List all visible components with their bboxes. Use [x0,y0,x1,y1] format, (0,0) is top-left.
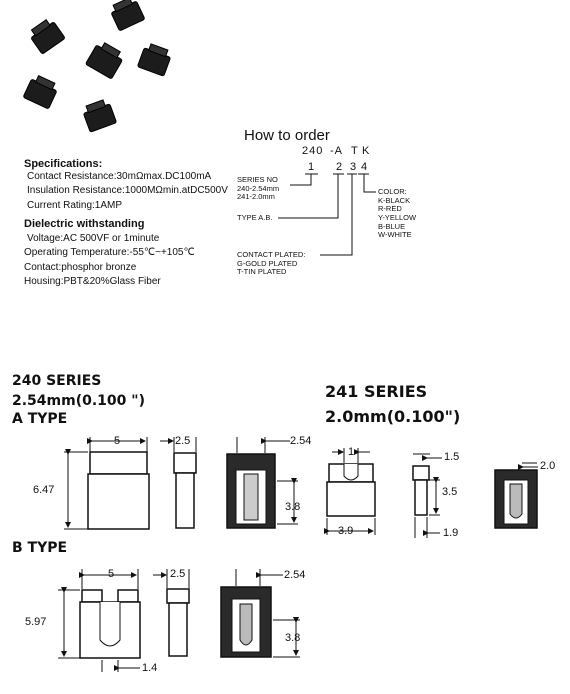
dim-label: 1 [348,446,355,458]
series241-pitch: 2.0mm(0.100") [325,407,461,426]
legend-line: R-RED [378,204,402,214]
dim-label: 1.9 [443,527,459,539]
series240-title: 240 SERIES [12,373,102,389]
dim-label: 2.5 [175,435,191,447]
dim-label: 3.9 [338,525,354,537]
dim-label: 3.8 [285,632,301,644]
spec-line: Current Rating:1AMP [27,200,123,211]
a-type-front-view [64,437,149,529]
order-title: How to order [244,127,330,144]
a-type-side-view [160,437,196,528]
legend-line: 241-2.0mm [237,192,275,202]
spec-line: Insulation Resistance:1000MΩmin.atDC500V [27,185,228,196]
dim-label: 2.5 [170,568,186,580]
dim-label: 1.4 [142,662,158,674]
legend-line: K-BLACK [378,195,411,205]
order-code-type: -A [330,145,343,157]
legend-line: CONTACT PLATED: [237,250,306,259]
dim-label: 1.5 [444,451,460,463]
spec-line: Contact Resistance:30mΩmax.DC100mA [27,171,212,182]
dim-label: 5.97 [25,616,47,628]
dim-label: 2.0 [540,460,556,472]
spec-line: Housing:PBT&20%Glass Fiber [24,276,161,287]
dim-label: 3.8 [285,501,301,513]
series240-a-type: A TYPE [12,411,68,427]
legend-line: G-GOLD PLATED [237,258,298,268]
legend-line: B-BLUE [378,221,406,231]
spec-heading: Specifications: [24,158,103,170]
dim-label: 3.5 [442,486,458,498]
legend-line: T-TIN PLATED [237,267,287,277]
b-type-front-view [58,569,140,672]
dim-label: 2.54 [284,569,306,581]
legend-line: Y-YELLOW [378,212,417,222]
dielectric-heading: Dielectric withstanding [24,218,145,230]
dim-label: 5 [108,568,115,580]
order-code-series: 240 [302,145,324,157]
dim-label: 5 [114,435,121,447]
order-number: 3 [350,161,358,173]
s241-front-view [327,448,375,535]
legend-line: SERIES NO [237,175,278,184]
spec-line: Contact:phosphor bronze [24,262,137,273]
s241-side-view [413,454,442,538]
order-number: 2 [336,161,344,173]
series240-b-type: B TYPE [12,540,68,556]
type-legend: TYPE A.B. [237,213,273,222]
dim-label: 6.47 [33,484,55,496]
dim-label: 2.54 [290,435,312,447]
order-number: 4 [361,161,369,173]
legend-line: COLOR: [378,187,407,196]
spec-line: Voltage:AC 500VF or 1minute [27,233,160,244]
series241-title: 241 SERIES [325,382,428,401]
b-type-side-view [153,569,189,656]
a-type-section-view [227,437,301,528]
order-code-plating: T [351,145,359,157]
order-number: 1 [308,161,316,173]
order-code-color: K [362,145,371,157]
legend-line: W-WHITE [378,230,412,240]
legend-line: 240-2.54mm [237,183,280,193]
series240-pitch: 2.54mm(0.100 ") [12,393,145,409]
spec-line: Operating Temperature:-55℃~+105℃ [24,247,195,258]
s241-section-view [495,463,538,528]
